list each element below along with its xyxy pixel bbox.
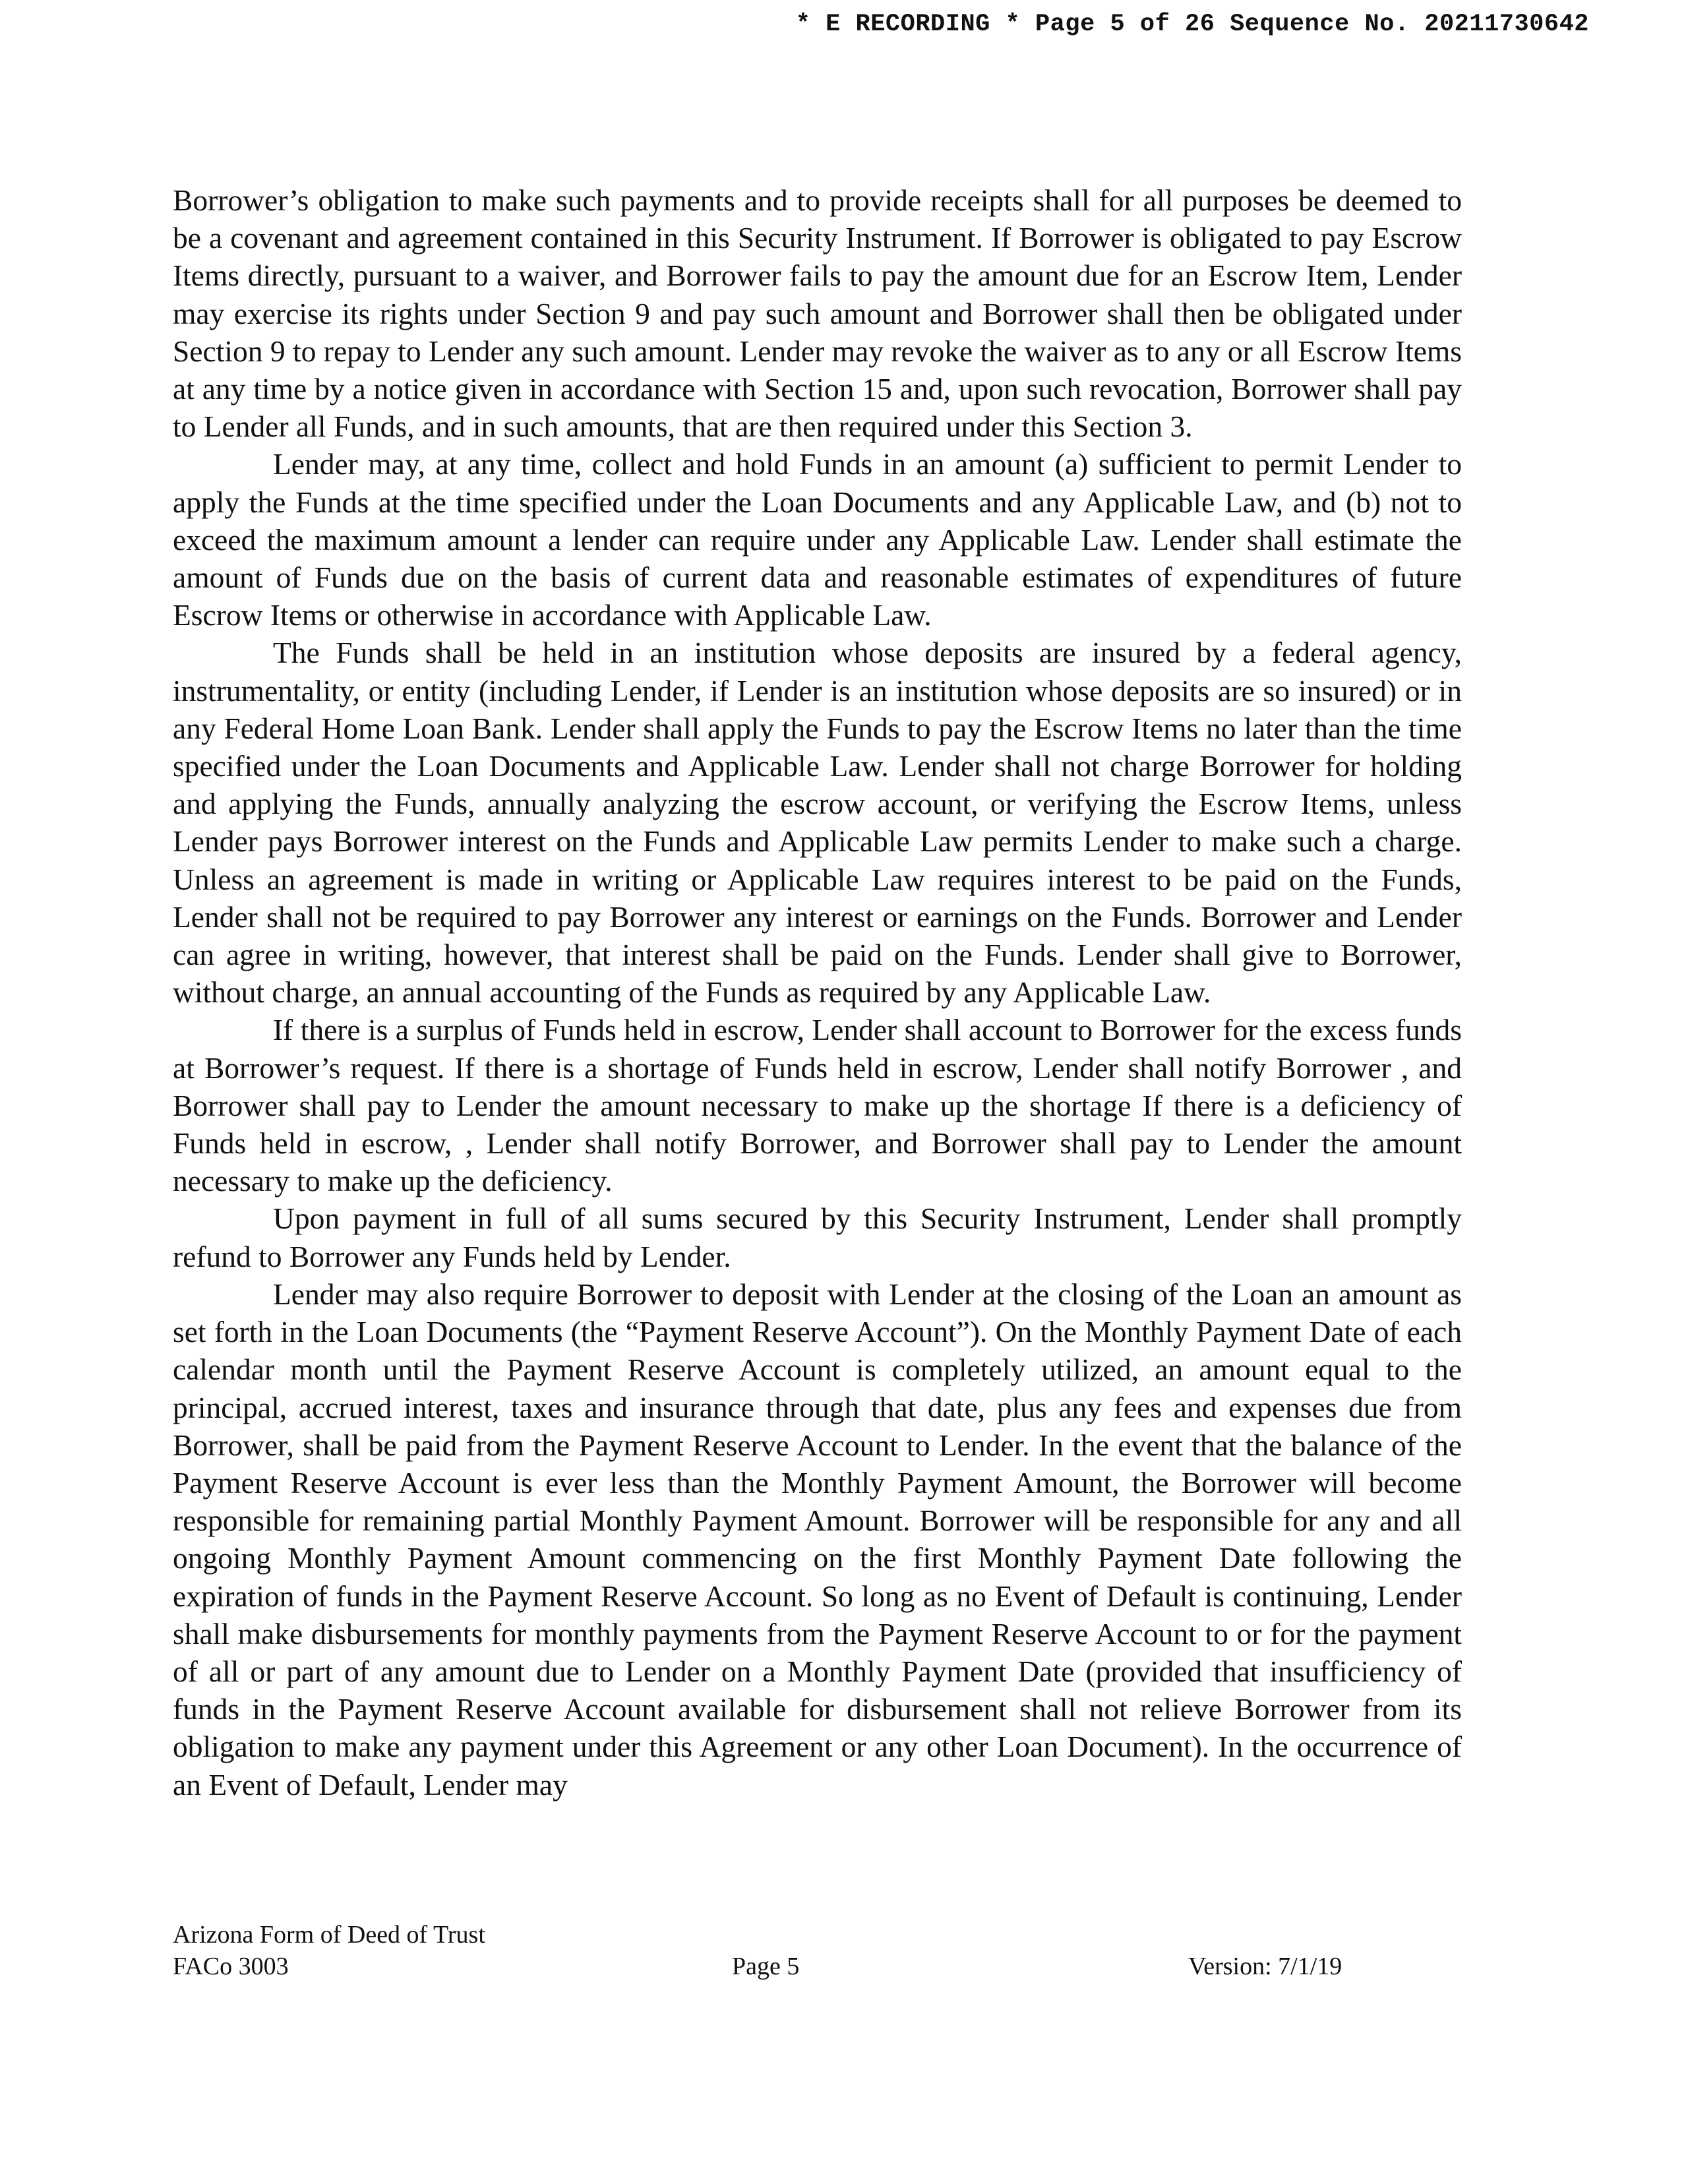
paragraph-payment-reserve: Lender may also require Borrower to deposit with Lender at the closing of the Loan an amount as set forth in the Loan Documents (the “Payment Reserve Account”). On the Monthly Payment Date of each calendar month until the Payment Reserve Account is completely utilized, an amount equal to the principal, accrued interest, taxes and insurance through that date, plus any fees and expenses due from Borrower, shall be paid from the Payment Reserve Account to Lender. In the event that the balance of the Payment Reserve Account is ever less than the Monthly Payment Amount, the Borrower will become responsible for remaining partial Monthly Payment Amount. Borrower will be responsible for any and all ongoing Monthly Payment Amount commencing on the first Monthly Payment Date following the expiration of funds in the Payment Reserve Account. So long as no Event of Default is continuing, Lender shall make disbursements for monthly payments from the Payment Reserve Account to or for the payment of all or part of any amount due to Lender on a Monthly Payment Date (provided that insufficiency of funds in the Payment Reserve Account available for disbursement shall not relieve Borrower from its obligation to make any payment under this Agreement or any other Loan Document). In the occurrence of an Event of Default, Lender may [173, 1277, 1462, 1802]
footer-page-number: Page 5 [732, 1953, 800, 1980]
paragraph-continuation: Borrower’s obligation to make such payments and to provide receipts shall for all purposes be deemed to be a covenant and agreement contained in this Security Instrument. If Borrower is obligated to pay Escrow Items directly, pursuant to a waiver, and Borrower fails to pay the amount due for an Escrow Item, Lender may exercise its rights under Section 9 and pay such amount and Borrower shall then be obligated under Section 9 to repay to Lender any such amount. Lender may revoke the waiver as to any or all Escrow Items at any time by a notice given in accordance with Section 15 and, upon such revocation, Borrower shall pay to Lender all Funds, and in such amounts, that are then required under this Section 3. [173, 183, 1462, 444]
recording-stamp: * E RECORDING * Page 5 of 26 Sequence No. 20211730642 [795, 11, 1589, 38]
footer-form-code: FACo 3003 [173, 1953, 289, 1980]
footer-form-name: Arizona Form of Deed of Trust [173, 1921, 485, 1949]
footer-form-info [173, 1919, 485, 1982]
paragraph-funds-collection: Lender may, at any time, collect and hold Funds in an amount (a) sufficient to permit Lender to apply the Funds at the time specified under the Loan Documents and any Applicable Law, and (b) not to exceed the maximum amount a lender can require under any Applicable Law. Lender shall estimate the amount of Funds due on the basis of current data and reasonable estimates of expenditures of future Escrow Items or otherwise in accordance with Applicable Law. [173, 447, 1462, 632]
paragraph-refund: Upon payment in full of all sums secured by this Security Instrument, Lender shall promptly refund to Borrower any Funds held by Lender. [173, 1201, 1462, 1273]
paragraph-funds-holding: The Funds shall be held in an institution whose deposits are insured by a federal agency, instrumentality, or entity (including Lender, if Lender is an institution whose deposits are so insured) or in any Federal Home Loan Bank. Lender shall apply the Funds to pay the Escrow Items no later than the time specified under the Loan Documents and Applicable Law. Lender shall not charge Borrower for holding and applying the Funds, annually analyzing the escrow account, or verifying the Escrow Items, unless Lender pays Borrower interest on the Funds and Applicable Law permits Lender to make such a charge. Unless an agreement is made in writing or Applicable Law requires interest to be paid on the Funds, Lender shall not be required to pay Borrower any interest or earnings on the Funds. Borrower and Lender can agree in writing, however, that interest shall be paid on the Funds. Lender shall give to Borrower, without charge, an annual accounting of the Funds as required by any Applicable Law. [173, 636, 1462, 1010]
footer-version: Version: 7/1/19 [1188, 1953, 1342, 1980]
document-body [173, 181, 1462, 1804]
paragraph-surplus-shortage: If there is a surplus of Funds held in escrow, Lender shall account to Borrower for the excess funds at Borrower’s request. If there is a shortage of Funds held in escrow, Lender shall notify Borrower , and Borrower shall pay to Lender the amount necessary to make up the shortage If there is a deficiency of Funds held in escrow, , Lender shall notify Borrower, and Borrower shall pay to Lender the amount necessary to make up the deficiency. [173, 1013, 1462, 1198]
